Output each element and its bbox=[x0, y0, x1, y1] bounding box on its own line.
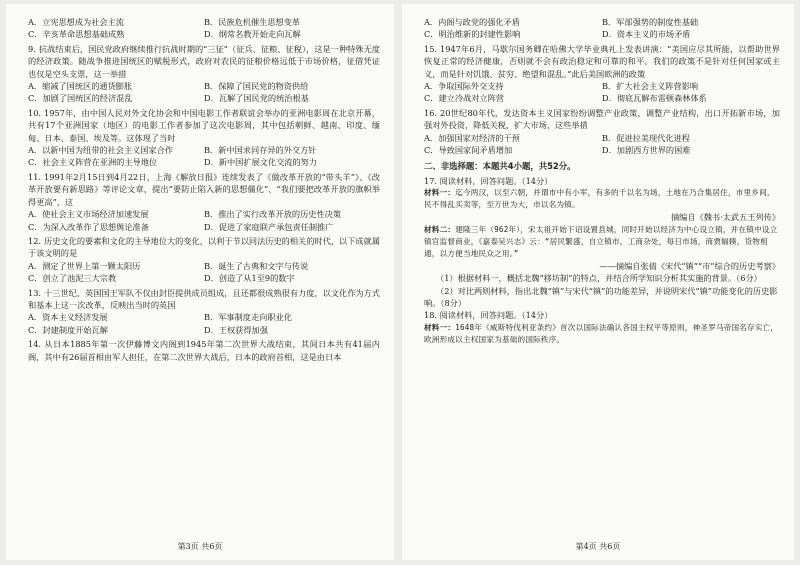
option-row bbox=[28, 311, 380, 323]
option-d: D．彻底瓦解布雷顿森林体系 bbox=[602, 93, 707, 104]
right-page-content bbox=[424, 16, 780, 346]
option-c: C．封建制度开始瓦解 bbox=[28, 324, 108, 335]
question-number: 14. bbox=[28, 339, 42, 350]
option-b: B．保障了国民党的物资供给 bbox=[204, 81, 309, 92]
question-10 bbox=[28, 107, 380, 144]
option-a: A．使社会主义市场经济加速发展 bbox=[28, 209, 149, 220]
option-b: B．民族危机催生思想变革 bbox=[204, 17, 301, 27]
option-d: D．加剧西方世界的困难 bbox=[602, 145, 691, 156]
question-stem: 从日本1885年第一次伊藤博文内阁到1945年第二次世界大战结束，其间日本共有41届内阁，其中有26届首相由军人担任，在第二次世界大战后，日本的政府首相，这是由日本 bbox=[28, 339, 380, 362]
question-stem: 1991年2月15日到4月22日，上海《解放日报》连续发表了《做改革开放的“带头羊”》、《改革开放要有新思路》等评论文章，提出“要防止陷入新的思想僵化”、“我们要把改革开放的旗帜举得更高”，这 bbox=[28, 171, 380, 207]
question-16 bbox=[424, 107, 780, 132]
question-number: 15. bbox=[424, 43, 438, 54]
option-d: D．创造了从1至9的数字 bbox=[204, 273, 295, 284]
option-a: A．内阁与政党的强化矛盾 bbox=[424, 17, 520, 27]
option-row bbox=[28, 28, 380, 40]
option-a: A．加强国家对经济的干预 bbox=[424, 132, 520, 143]
question-stem: 1947年6月，马歇尔国务卿在哈佛大学毕业典礼上发表讲演：“美国应尽其所能，以帮助世界恢复正常的经济健康，否则就不会有政治稳定和可靠的和平。我们的政策不是针对任何国家或主义，而是针对饥饿、贫穷、绝望和混乱。”此后美国欧洲的政策 bbox=[424, 43, 780, 79]
option-c: C．建立冷战对立阵营 bbox=[424, 93, 504, 104]
option-row bbox=[424, 16, 780, 28]
option-c: C．加剧了国统区的经济混乱 bbox=[28, 93, 133, 104]
question-stem: 十三世纪，英国国王军队不仅由封臣提供成员组成，且还都很成熟很有力度，以文化作为方式和基本上这一次改革，反映出当时的英国 bbox=[28, 287, 380, 310]
question-14 bbox=[28, 338, 380, 363]
question-18-intro: 18. 阅读材料，回答问题。（14分） bbox=[424, 310, 553, 321]
option-c: C．创立了池泥三大宗教 bbox=[28, 273, 117, 284]
material-source: 摘编自《魏书·太武五王列传》 bbox=[670, 212, 780, 223]
option-d: D．新中国扩展文化交流的努力 bbox=[204, 157, 318, 168]
material-text: 迄今两汉，以至六朝，并谓市中有小军，有多的千以名为场，土地在乃合集居住，市里乡间，民不得乱买卖等，至万世为大，市以名为镇。 bbox=[424, 188, 775, 210]
option-b: B．诞生了古典和文字与传说 bbox=[204, 260, 309, 271]
option-row bbox=[28, 221, 380, 233]
material-label: 材料一： bbox=[424, 188, 456, 198]
option-b: B．新中国求同存异的外交方针 bbox=[204, 145, 317, 156]
question-9 bbox=[28, 43, 380, 80]
option-row bbox=[424, 80, 780, 92]
question-number: 12. bbox=[28, 235, 42, 246]
option-a: A．争取国际外交支持 bbox=[424, 81, 504, 92]
option-row bbox=[28, 208, 380, 220]
option-row bbox=[28, 260, 380, 272]
question-number: 13. bbox=[28, 287, 42, 298]
option-b: B．推出了实行改革开放的历史性决策 bbox=[204, 209, 342, 220]
question-number: 16. bbox=[424, 107, 438, 118]
option-a: A．缩减了国统区的通货膨胀 bbox=[28, 81, 133, 92]
question-stem: 抗战结束后，国民党政府继续推行抗战时期的“三征”（征兵、征粮、征税），这是一种特殊无度的经济政策。随战争推进国统区的赋税形式，政府对农民的征粮价格远低于市场价格，征借凭证也仅是空头支票，这一举措 bbox=[28, 43, 380, 79]
question-17-intro: 17. 阅读材料，回答问题。（14分） bbox=[424, 175, 553, 186]
option-row bbox=[28, 324, 380, 336]
option-a: A．测定了世界上第一颗太阳历 bbox=[28, 260, 141, 271]
option-row bbox=[28, 92, 380, 104]
option-d: D．资本主义的市场矛盾 bbox=[602, 29, 691, 40]
question-stem: 20世纪80年代，发达资本主义国家纷纷调整产业政策，调整产业结构，出口开拓新市场，加强对外投资，降低关税，扩大市场，这些举措 bbox=[424, 107, 780, 131]
option-row bbox=[28, 16, 380, 28]
material-label: 材料一： bbox=[424, 322, 456, 332]
option-d: D．促进了家庭联产承包责任制推广 bbox=[204, 221, 334, 232]
question-stem: 历史文化的要素和文化的主导地位大的变化，以利于节以同法历史的相关的时代，以下成就属于该文明的是 bbox=[28, 235, 380, 259]
question-15 bbox=[424, 43, 780, 80]
option-b: B．军事制度走向职业化 bbox=[204, 312, 292, 323]
option-row bbox=[424, 132, 780, 144]
option-b: B．扩大社会主义阵营影响 bbox=[602, 81, 699, 92]
option-row bbox=[28, 272, 380, 284]
material-text: 1648年《威斯特伐利亚条约》首次以国际法确认各国主权平等原则，神圣罗马帝国名存实亡，欧洲形成以主权国家为基础的国际秩序。 bbox=[424, 322, 779, 344]
question-number: 10. bbox=[28, 107, 42, 118]
option-c: C．社会主义阵营在亚洲的主导地位 bbox=[28, 157, 158, 168]
option-row bbox=[28, 156, 380, 168]
material-label: 材料二： bbox=[424, 224, 456, 234]
left-page-content bbox=[28, 16, 380, 363]
right-page bbox=[402, 4, 794, 560]
question-13 bbox=[28, 287, 380, 312]
option-c: C．导致国家间矛盾增加 bbox=[424, 145, 513, 156]
material-text: 建隆三年（962年），宋太祖开始下诏设置县城，同时开始以经济为中心设立镇，并在镇中设立镇官监督商业，《嘉泰吴兴志》云：“居民繁盛，自立镇市，工商杂处，每日市场，商贾辐辏，货物相通，以方便当地民众之用。” bbox=[424, 224, 778, 258]
section-title: 二、非选择题：本题共4小题，共52分。 bbox=[424, 161, 576, 172]
page-footer: 第3页 共6页 bbox=[177, 542, 223, 551]
question-number: 9. bbox=[28, 43, 36, 54]
option-a: A．以新中国为纽带的社会主义国家合作 bbox=[28, 145, 174, 156]
material-2 bbox=[424, 224, 780, 260]
material-1 bbox=[424, 187, 780, 211]
option-d: D．瓦解了国民党的统治根基 bbox=[204, 93, 309, 104]
material-source: ——摘编自张倩《宋代“镇”“市”综合的历史考察》 bbox=[599, 260, 780, 271]
option-c: C．明治维新的封建性影响 bbox=[424, 29, 521, 40]
left-page bbox=[6, 4, 394, 560]
option-b: B．军部强势的制度性基础 bbox=[602, 17, 699, 27]
option-c: C．为深入改革作了思想舆论准备 bbox=[28, 221, 149, 232]
option-row bbox=[424, 28, 780, 40]
option-a: A．立宪思想成为社会主流 bbox=[28, 17, 124, 27]
option-row bbox=[424, 144, 780, 156]
option-b: B．促进拉美现代化进程 bbox=[602, 132, 690, 143]
question-number: 11. bbox=[28, 171, 42, 182]
sub-question-1: （1）根据材料一，概括北魏“移坊制”的特点，并结合所学知识分析其实施的背景。（6分） bbox=[436, 273, 762, 284]
option-d: D．王权获得加强 bbox=[204, 324, 268, 335]
question-11 bbox=[28, 171, 380, 208]
option-row bbox=[28, 80, 380, 92]
sub-question-2: （2）对比两则材料，指出北魏“镇”与宋代“镇”的功能差异，并说明宋代“镇”功能变化的历史影响。（8分） bbox=[424, 285, 778, 308]
question-12 bbox=[28, 235, 380, 260]
option-c: C．辛亥革命思想基础成熟 bbox=[28, 29, 125, 40]
question-stem: 1957年，由中国人民对外文化协会和中国电影工作者联谊会举办的亚洲电影周在北京开幕，共有17个亚洲国家（地区）的电影工作者参加了这次电影周，其中包括朝鲜、越南、印度、缅甸、日本、泰国、埃及等。这体现了当时 bbox=[28, 107, 380, 143]
option-d: D．纲常名教开始走向瓦解 bbox=[204, 29, 301, 40]
material-3 bbox=[424, 322, 780, 346]
option-a: A．资本主义经济发展 bbox=[28, 312, 108, 323]
option-row bbox=[424, 92, 780, 104]
option-row bbox=[28, 144, 380, 156]
page-footer: 第4页 共6页 bbox=[575, 542, 621, 551]
